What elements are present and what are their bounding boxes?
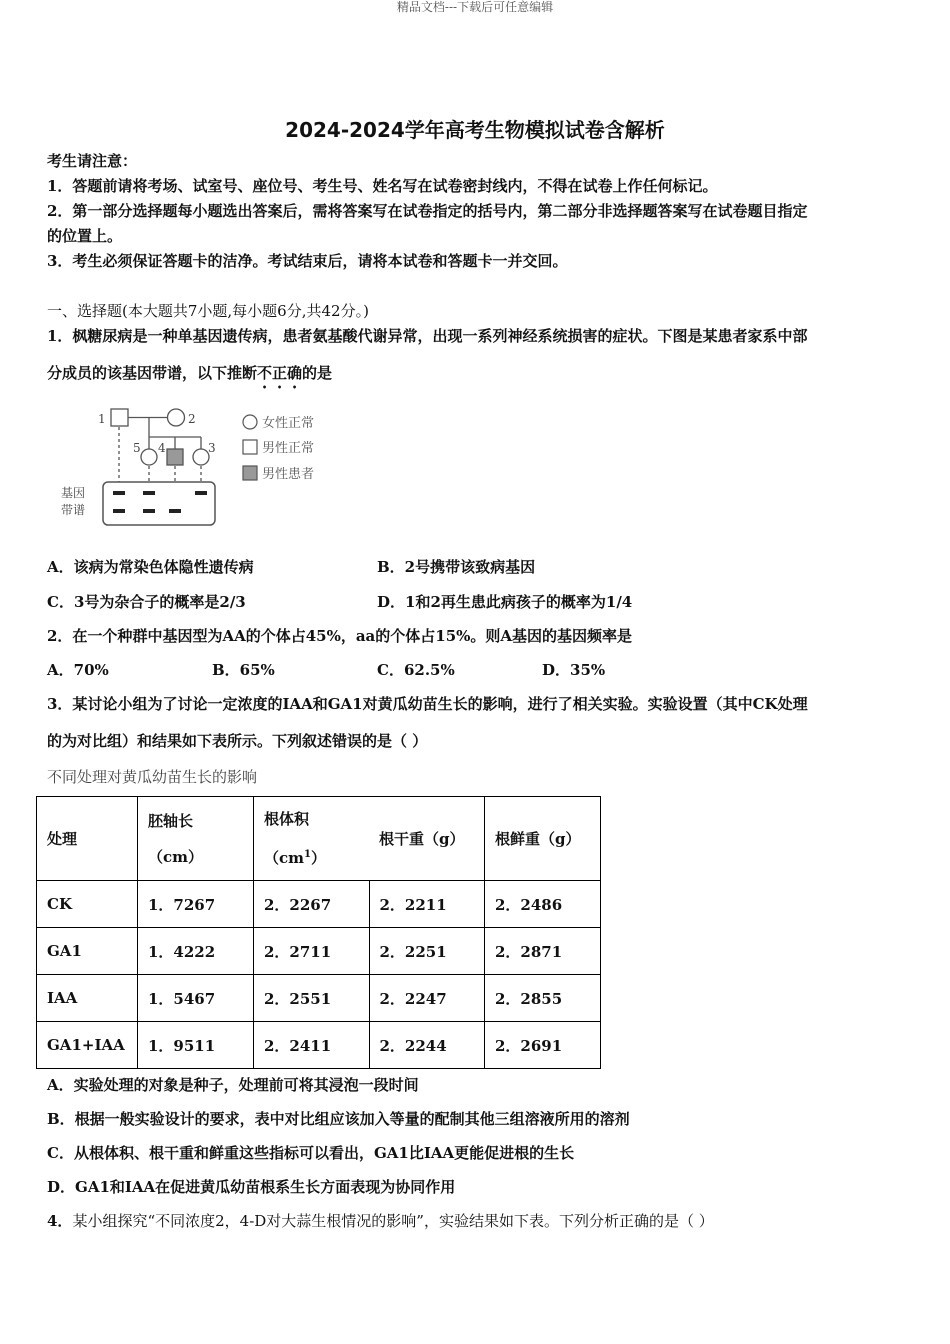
results-table — [36, 796, 601, 1069]
cell: 2．2855 — [485, 975, 601, 1022]
band — [143, 509, 155, 513]
table-row — [37, 975, 601, 1022]
table-caption: 不同处理对黄瓜幼苗生长的影响 — [47, 768, 258, 786]
individual-2-female — [168, 409, 185, 426]
cell: 1．4222 — [138, 928, 254, 975]
table-row — [37, 1022, 601, 1069]
q4-number: 4． — [47, 1212, 73, 1230]
q3-stem-line1: 3．某讨论小组为了讨论一定浓度的IAA和GA1对黄瓜幼苗生长的影响，进行了相关实验。实验设置（其中CK处理 — [47, 695, 808, 713]
cell: 2．2711 — [254, 928, 370, 975]
cell: 2．2411 — [254, 1022, 370, 1069]
q3-option-a[interactable]: A．实验处理的对象是种子，处理前可将其浸泡一段时间 — [47, 1076, 419, 1094]
band-label-2: 带谱 — [61, 503, 86, 517]
band — [113, 509, 125, 513]
q3-option-b[interactable]: B．根据一般实验设计的要求，表中对比组应该加入等量的配制其他三组溶液所用的溶剂 — [47, 1110, 630, 1128]
cell: 1．5467 — [138, 975, 254, 1022]
q2-option-c[interactable]: C．62.5% — [377, 661, 455, 679]
q2-option-d[interactable]: D．35% — [542, 661, 606, 679]
table-header-row — [37, 797, 601, 881]
notice-item-3: 3．考生必须保证答题卡的洁净。考试结束后，请将本试卷和答题卡一并交回。 — [47, 252, 568, 270]
label-2: 2 — [188, 412, 196, 426]
legend-male-affected: 男性患者 — [262, 467, 315, 482]
page-title: 2024-2024学年高考生物模拟试卷含解析 — [285, 118, 665, 142]
cell: CK — [37, 881, 138, 928]
notice-item-2: 2．第一部分选择题每小题选出答案后，需将答案写在试卷指定的括号内，第二部分非选择题答案写在试卷题目指定 — [47, 202, 808, 220]
band — [169, 509, 181, 513]
th-treatment: 处理 — [37, 797, 138, 881]
cell: 1．9511 — [138, 1022, 254, 1069]
q1-stem-emph: 不正确 — [257, 364, 303, 382]
th-root-fresh: 根鲜重（g） — [485, 797, 601, 881]
label-3: 3 — [208, 441, 216, 455]
cell: GA1+IAA — [37, 1022, 138, 1069]
legend-female-normal: 女性正常 — [262, 416, 315, 431]
label-4: 4 — [158, 441, 166, 455]
table-row — [37, 928, 601, 975]
q2-stem: 2．在一个种群中基因型为AA的个体占45%，aa的个体占15%。则A基因的基因频率是 — [47, 627, 633, 645]
pedigree-legend — [240, 410, 340, 490]
q3-option-c[interactable]: C．从根体积、根干重和鲜重这些指标可以看出，GA1比IAA更能促进根的生长 — [47, 1144, 575, 1162]
band — [113, 491, 125, 495]
q4-text: 某小组探究“不同浓度2，4-D对大蒜生根情况的影响”，实验结果如下表。下列分析正确的是（ ） — [72, 1212, 714, 1230]
legend-male-normal: 男性正常 — [262, 441, 315, 456]
cell: 2．2251 — [369, 928, 485, 975]
q2-option-b[interactable]: B．65% — [212, 661, 275, 679]
legend-male-normal-icon — [243, 440, 257, 454]
cell: 2．2244 — [369, 1022, 485, 1069]
cell: 2．2211 — [369, 881, 485, 928]
q1-option-c[interactable]: C．3号为杂合子的概率是2/3 — [47, 593, 246, 611]
individual-3-female — [193, 449, 209, 465]
q1-stem-line1: 1．枫糖尿病是一种单基因遗传病，患者氨基酸代谢异常，出现一系列神经系统损害的症状。下图是某患者家系中部 — [47, 327, 808, 345]
q1-stem-line2 — [47, 363, 332, 392]
individual-4-affected-male — [167, 449, 183, 465]
band — [143, 491, 155, 495]
q1-option-b[interactable]: B．2号携带该致病基因 — [377, 558, 536, 576]
q1-stem-pre: 分成员的该基因带谱，以下推断 — [47, 364, 258, 382]
q1-option-d[interactable]: D．1和2再生患此病孩子的概率为1/4 — [377, 593, 633, 611]
cell: 2．2691 — [485, 1022, 601, 1069]
notice-item-2-cont: 的位置上。 — [47, 227, 123, 245]
th-root-dry: 根干重（g） — [369, 797, 485, 881]
cell: IAA — [37, 975, 138, 1022]
band — [195, 491, 207, 495]
individual-1-male — [111, 409, 128, 426]
th-hypocotyl: 胚轴长 （cm） — [138, 797, 254, 881]
cell: 2．2247 — [369, 975, 485, 1022]
notice-heading: 考生请注意： — [47, 152, 138, 170]
legend-male-affected-icon — [243, 466, 257, 480]
section-heading: 一、选择题(本大题共7小题,每小题6分,共42分。) — [47, 302, 369, 320]
q2-option-a[interactable]: A．70% — [47, 661, 109, 679]
gene-band-box — [103, 482, 215, 525]
individual-5-female — [141, 449, 157, 465]
cell: GA1 — [37, 928, 138, 975]
cell: 2．2267 — [254, 881, 370, 928]
label-1: 1 — [98, 412, 106, 426]
table-row — [37, 881, 601, 928]
q3-option-d[interactable]: D．GA1和IAA在促进黄瓜幼苗根系生长方面表现为协同作用 — [47, 1178, 456, 1196]
cell: 2．2486 — [485, 881, 601, 928]
q4-stem — [47, 1211, 714, 1231]
q3-stem-line2: 的为对比组）和结果如下表所示。下列叙述错误的是（ ） — [47, 732, 428, 750]
label-5: 5 — [133, 441, 141, 455]
q1-option-a[interactable]: A．该病为常染色体隐性遗传病 — [47, 558, 254, 576]
cell: 1．7267 — [138, 881, 254, 928]
legend-female-normal-icon — [243, 415, 257, 429]
header-note: 精品文档---下载后可任意编辑 — [396, 0, 554, 14]
band-label-1: 基因 — [61, 486, 86, 500]
notice-item-1: 1．答题前请将考场、试室号、座位号、考生号、姓名写在试卷密封线内，不得在试卷上作任何标记。 — [47, 177, 718, 195]
q1-stem-post: 的是 — [302, 364, 333, 382]
cell: 2．2551 — [254, 975, 370, 1022]
th-root-volume: 根体积 $(cm^1)$ — [254, 797, 370, 881]
cell: 2．2871 — [485, 928, 601, 975]
